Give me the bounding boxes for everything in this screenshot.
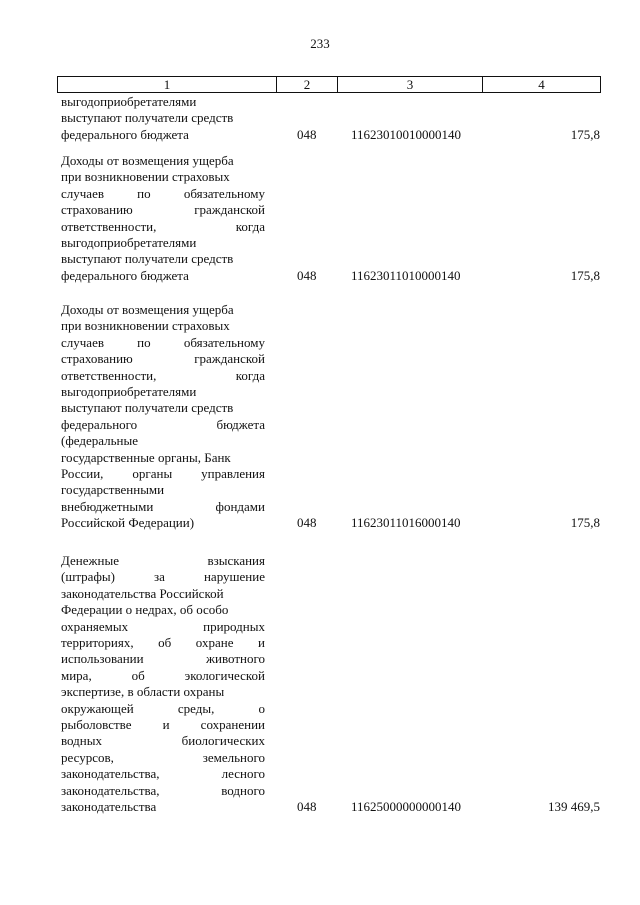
row-amount: 139 469,5 — [548, 799, 600, 814]
description-word: земельного — [202, 749, 265, 765]
description-word: взыскания — [207, 553, 265, 568]
description-line — [61, 186, 265, 202]
column-header-2: 2 — [277, 77, 338, 93]
description-word: выгодоприобретателями — [61, 94, 197, 109]
row-description — [61, 553, 265, 816]
row-description — [61, 302, 265, 532]
description-word: экологической — [184, 667, 265, 683]
description-word: государственными — [61, 482, 165, 498]
description-line — [61, 417, 265, 433]
description-word: случаев — [61, 185, 104, 201]
description-word: при возникновении страховых — [61, 169, 230, 185]
description-line — [61, 127, 265, 143]
row-amount: 175,8 — [570, 515, 600, 531]
description-word: ресурсов, — [61, 749, 114, 765]
description-word: Доходы от возмещения ущерба — [61, 153, 234, 168]
description-word: водных — [61, 733, 102, 749]
description-line — [61, 433, 265, 449]
description-word: охраняемых — [61, 618, 129, 634]
description-word: федерального бюджета — [61, 267, 189, 283]
description-word: Денежные — [61, 553, 119, 568]
description-line — [61, 235, 265, 251]
description-word: федерального бюджета — [61, 126, 189, 142]
description-word: природных — [203, 618, 265, 634]
description-line — [61, 701, 265, 717]
description-line — [61, 94, 265, 110]
description-line — [61, 400, 265, 416]
description-word: ответственности, — [61, 218, 157, 234]
description-line — [61, 619, 265, 635]
row-budget-code: 11623011016000140 — [351, 515, 461, 531]
row-description — [61, 94, 265, 143]
description-word: использовании — [61, 651, 144, 667]
description-line — [61, 586, 265, 602]
description-word: страхованию — [61, 202, 133, 218]
description-line — [61, 335, 265, 351]
description-word: рыболовстве — [61, 717, 132, 733]
description-word: территориях, — [61, 635, 134, 651]
description-word: когда — [235, 367, 265, 383]
description-word: по — [137, 185, 151, 201]
row-code-admin: 048 — [297, 126, 317, 142]
description-word: Доходы от возмещения ущерба — [61, 302, 234, 317]
description-word: и — [258, 635, 265, 651]
description-line — [61, 302, 265, 318]
description-word: России, — [61, 466, 104, 482]
description-line — [61, 717, 265, 733]
description-word: законодательства, — [61, 782, 160, 798]
description-word: законодательства Российской — [61, 585, 224, 601]
description-word: внебюджетными — [61, 498, 154, 514]
description-word: выступают получатели средств — [61, 400, 234, 416]
description-word: экспертизе, в области охраны — [61, 684, 225, 700]
description-word: лесного — [221, 766, 265, 782]
description-line — [61, 368, 265, 384]
row-budget-code: 11623010010000140 — [351, 126, 462, 142]
description-word: Российской Федерации) — [61, 515, 195, 531]
column-header-1: 1 — [58, 77, 277, 93]
row-code-admin: 048 — [297, 515, 317, 531]
description-word: о — [258, 700, 265, 716]
column-header-table — [57, 76, 601, 93]
description-line — [61, 268, 265, 284]
description-word: обязательному — [183, 185, 265, 201]
description-line — [61, 635, 265, 651]
description-word: гражданской — [194, 202, 265, 218]
description-word: (федеральные — [61, 433, 138, 449]
description-word: при возникновении страховых — [61, 318, 230, 334]
description-line — [61, 668, 265, 684]
description-line — [61, 553, 265, 569]
description-word: об — [131, 667, 145, 683]
description-word: сохранении — [200, 717, 265, 733]
description-word: ответственности, — [61, 367, 157, 383]
description-line — [61, 466, 265, 482]
description-word: гражданской — [194, 351, 265, 367]
description-line — [61, 766, 265, 782]
description-word: выступают получатели средств — [61, 251, 234, 267]
description-word: государственные органы, Банк — [61, 449, 231, 465]
description-line — [61, 318, 265, 334]
description-word: по — [137, 334, 151, 350]
description-word: страхованию — [61, 351, 133, 367]
description-line — [61, 169, 265, 185]
description-line — [61, 750, 265, 766]
description-word: когда — [235, 218, 265, 234]
description-word: нарушение — [203, 569, 265, 585]
description-word: фондами — [215, 498, 265, 514]
description-word: законодательства, — [61, 766, 160, 782]
description-word: животного — [206, 651, 265, 667]
description-word: биологических — [181, 733, 265, 749]
description-word: случаев — [61, 334, 104, 350]
description-word: выгодоприобретателями — [61, 235, 197, 251]
description-line — [61, 651, 265, 667]
description-line — [61, 110, 265, 126]
description-word: за — [154, 569, 165, 585]
row-amount: 175,8 — [570, 267, 600, 283]
column-header-3: 3 — [338, 77, 483, 93]
description-line — [61, 499, 265, 515]
description-line — [61, 384, 265, 400]
row-budget-code: 11623011010000140 — [351, 267, 461, 283]
description-word: и — [162, 717, 170, 733]
description-line — [61, 569, 265, 585]
description-word: об — [158, 635, 172, 651]
row-code-admin: 048 — [297, 267, 317, 283]
description-word: обязательному — [183, 334, 265, 350]
description-line — [61, 351, 265, 367]
description-line — [61, 219, 265, 235]
description-word: окружающей — [61, 700, 134, 716]
description-line — [61, 251, 265, 267]
description-line — [61, 482, 265, 498]
row-budget-code: 11625000000000140 — [351, 799, 462, 814]
column-header-row — [58, 77, 601, 93]
description-word: мира, — [61, 667, 92, 683]
description-word: охране — [195, 635, 234, 651]
description-line — [61, 684, 265, 700]
description-word: (штрафы) — [61, 569, 115, 585]
description-line — [61, 602, 265, 618]
description-word: федерального — [61, 416, 138, 432]
description-word: управления — [201, 466, 265, 482]
description-word: водного — [221, 782, 265, 798]
description-line — [61, 733, 265, 749]
row-amount: 175,8 — [570, 126, 600, 142]
description-word: органы — [132, 466, 173, 482]
description-line — [61, 153, 265, 169]
description-line — [61, 450, 265, 466]
row-code-admin: 048 — [297, 799, 317, 814]
description-word: Федерации о недрах, об особо — [61, 602, 229, 618]
description-line — [61, 202, 265, 218]
description-line — [61, 799, 265, 815]
description-line — [61, 783, 265, 799]
description-word: законодательства — [61, 799, 157, 815]
row-description — [61, 153, 265, 284]
description-word: среды, — [177, 700, 215, 716]
description-word: выступают получатели средств — [61, 110, 234, 126]
description-word: выгодоприобретателями — [61, 384, 197, 400]
description-line — [61, 515, 265, 531]
column-header-4: 4 — [483, 77, 601, 93]
description-word: бюджета — [216, 416, 265, 432]
page-number: 233 — [310, 36, 330, 51]
